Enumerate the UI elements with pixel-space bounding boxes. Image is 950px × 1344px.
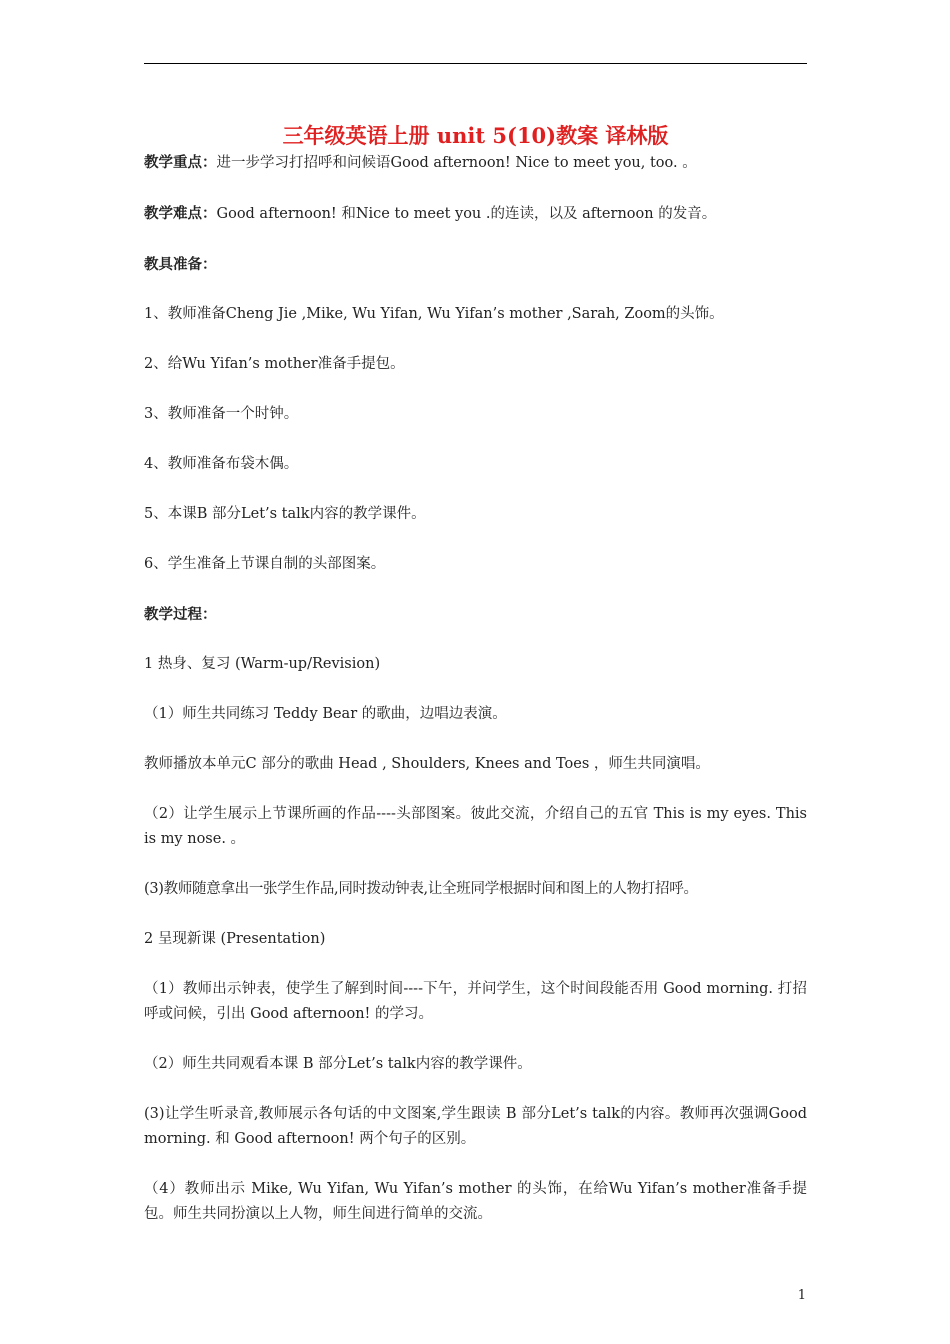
presentation-step-3: (3)让学生听录音,教师展示各句话的中文图案,学生跟读 B 部分Let’s talk的内容。教师再次强调Good morning. 和 Good afternoon! 两个句子的区别。 bbox=[144, 1106, 807, 1147]
header-rule bbox=[144, 63, 807, 64]
presentation-step-1: （1）教师出示钟表，使学生了解到时间----下午，并问学生，这个时间段能否用 Good morning. 打招呼或问候，引出 Good afternoon! 的学习。 bbox=[144, 981, 807, 1022]
document-title: 三年级英语上册 unit 5(10)教案 译林版 bbox=[282, 123, 669, 148]
materials-item: 6、学生准备上节课自制的头部图案。 bbox=[144, 556, 386, 572]
materials-item: 5、本课B 部分Let’s talk内容的教学课件。 bbox=[144, 506, 426, 522]
key-points-text: 进一步学习打招呼和问候语Good afternoon! Nice to meet you, too. 。 bbox=[216, 155, 697, 171]
difficulties-paragraph bbox=[144, 201, 807, 227]
warmup-heading: 1 热身、复习 (Warm-up/Revision) bbox=[144, 656, 381, 672]
materials-item: 1、教师准备Cheng Jie ,Mike, Wu Yifan, Wu Yifan’s mother ,Sarah, Zoom的头饰。 bbox=[144, 306, 724, 322]
warmup-step-3: (3)教师随意拿出一张学生作品,同时拨动钟表,让全班同学根据时间和图上的人物打招呼。 bbox=[144, 881, 698, 897]
process-label: 教学过程： bbox=[144, 606, 217, 623]
materials-item: 2、给Wu Yifan’s mother准备手提包。 bbox=[144, 356, 405, 372]
page-number: 1 bbox=[797, 1288, 806, 1303]
difficulties-label: 教学难点： bbox=[144, 205, 217, 222]
difficulties-text: Good afternoon! 和Nice to meet you .的连读，以及 afternoon 的发音。 bbox=[216, 206, 717, 222]
key-points-paragraph bbox=[144, 150, 807, 176]
document-body bbox=[144, 150, 807, 1227]
presentation-step-4: （4）教师出示 Mike, Wu Yifan, Wu Yifan’s mother 的头饰，在给Wu Yifan’s mother准备手提包。师生共同扮演以上人物，师生间进行简单的交流。 bbox=[144, 1181, 807, 1222]
materials-label: 教具准备： bbox=[144, 256, 217, 273]
warmup-step-1: （1）师生共同练习 Teddy Bear 的歌曲，边唱边表演。 bbox=[144, 706, 507, 722]
key-points-label: 教学重点： bbox=[144, 154, 217, 171]
materials-item: 3、教师准备一个时钟。 bbox=[144, 406, 299, 422]
presentation-step-2: （2）师生共同观看本课 B 部分Let’s talk内容的教学课件。 bbox=[144, 1056, 532, 1072]
warmup-step-2: （2）让学生展示上节课所画的作品----头部图案。彼此交流，介绍自己的五官 This is my eyes. This is my nose. 。 bbox=[144, 806, 807, 847]
presentation-heading: 2 呈现新课 (Presentation) bbox=[144, 931, 326, 947]
warmup-step-1b: 教师播放本单元C 部分的歌曲 Head , Shoulders, Knees and Toes ，师生共同演唱。 bbox=[144, 756, 710, 772]
materials-item: 4、教师准备布袋木偶。 bbox=[144, 456, 299, 472]
